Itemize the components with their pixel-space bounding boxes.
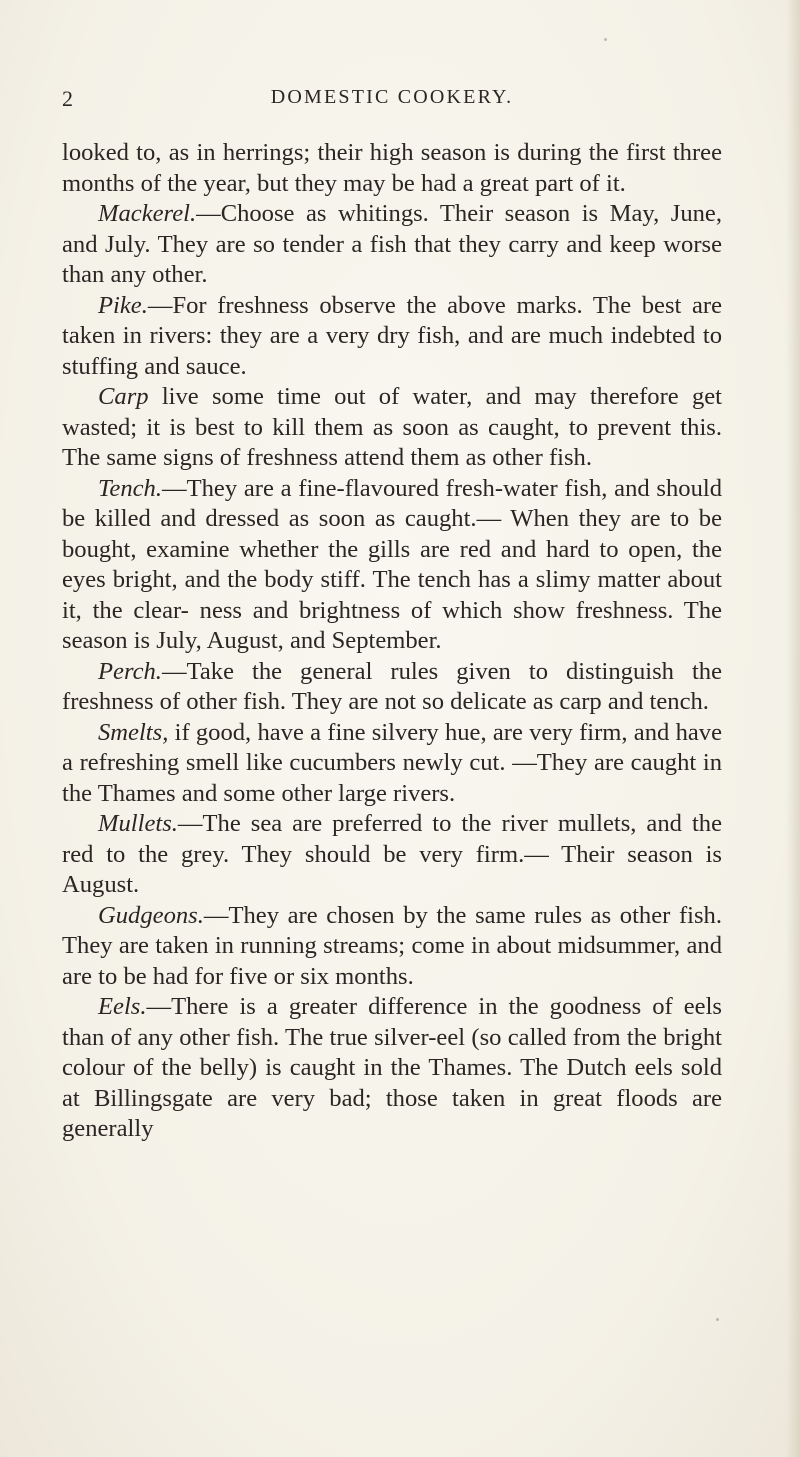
paragraph-body: —They are chosen by the same rules as other fish. They are taken in running streams; come in about midsummer, and are to be had for five or six months. bbox=[62, 901, 722, 990]
paragraph-smelts bbox=[62, 718, 722, 810]
paragraph-body: —Choose as whitings. Their season is May, June, and July. They are so tender a fish that they carry and keep worse than any other. bbox=[62, 200, 722, 288]
paper-speck bbox=[604, 38, 607, 41]
paragraph-body: if good, have a fine silvery hue, are very firm, and have a refreshing smell like cucumbers newly cut. —They are caught in the Thames and some other large rivers. bbox=[62, 718, 722, 807]
paragraph-lead: Carp bbox=[98, 383, 149, 410]
page-number: 2 bbox=[62, 86, 73, 111]
paragraph-gudgeons bbox=[62, 901, 722, 993]
paragraph-mackerel bbox=[62, 199, 722, 291]
paragraph-eels bbox=[62, 992, 722, 1145]
paragraph-lead: Eels. bbox=[98, 993, 147, 1020]
paragraph-lead: Gudgeons. bbox=[98, 901, 204, 929]
paragraph-perch bbox=[62, 657, 722, 718]
paragraph-body: —Take the general rules given to distinguish the freshness of other fish. They are not so delicate as carp and tench. bbox=[62, 657, 722, 715]
paragraph-body: live some time out of water, and may therefore get wasted; it is best to kill them as soon as caught, to prevent this. The same signs of freshness attend them as other fish. bbox=[62, 383, 722, 471]
paragraph-body: looked to, as in herrings; their high season is during the first three months of the year, but they may be had a great part of it. bbox=[62, 139, 722, 197]
paragraph-body: —For freshness observe the above marks. The best are taken in rivers: they are a very dry fish, and are much indebted to stuffing and sauce. bbox=[62, 291, 722, 380]
paragraph-lead: Mackerel. bbox=[98, 200, 197, 227]
paragraph-mullets bbox=[62, 809, 722, 901]
paragraph-carp bbox=[62, 382, 722, 474]
running-title: DOMESTIC COOKERY. bbox=[270, 86, 514, 108]
page-header bbox=[62, 86, 722, 116]
paragraph-tench bbox=[62, 474, 722, 657]
paragraph-body: —They are a fine-flavoured fresh-water fish, and should be killed and dressed as soon as caught.— When they are to be bought, examine whether the gills are red and hard to open, the eyes bright, and the body stiff. The tench has a slimy matter about it, the clear- ness and brightness of which show freshness. The season is July, August, and September. bbox=[62, 474, 722, 654]
page-edge-shadow bbox=[786, 0, 800, 1457]
body-text bbox=[62, 138, 722, 1145]
paragraph-body: —There is a greater difference in the goodness of eels than of any other fish. The true silver-eel (so called from the bright colour of the belly) is caught in the Thames. The Dutch eels sold at Billingsgate are very bad; those taken in great floods are generally bbox=[62, 993, 722, 1142]
paragraph-lead: Tench. bbox=[98, 474, 162, 502]
paragraph-lead: Pike. bbox=[98, 291, 148, 319]
paragraph-continued bbox=[62, 138, 722, 199]
paragraph-lead: Smelts, bbox=[98, 718, 169, 746]
paragraph-lead: Perch. bbox=[98, 657, 162, 685]
paragraph-pike bbox=[62, 291, 722, 383]
paragraph-lead: Mullets. bbox=[98, 810, 178, 837]
paragraph-body: —The sea are preferred to the river mullets, and the red to the grey. They should be very firm.— Their season is August. bbox=[62, 810, 722, 898]
paper-speck bbox=[716, 1318, 719, 1321]
